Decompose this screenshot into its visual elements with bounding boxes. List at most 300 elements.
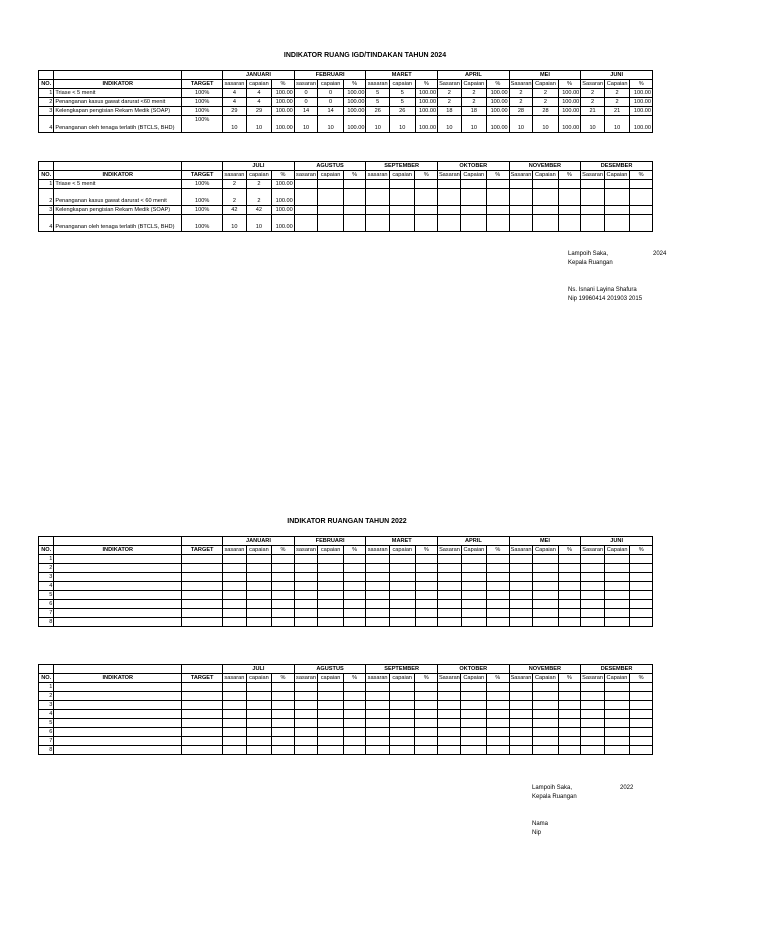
empty-cell xyxy=(630,719,653,728)
value-cell: 100.00 xyxy=(415,107,438,116)
empty-cell xyxy=(246,555,272,564)
empty-cell xyxy=(318,555,344,564)
row-number: 3 xyxy=(39,206,54,215)
empty-cell xyxy=(246,710,272,719)
empty-cell xyxy=(533,719,559,728)
empty-cell xyxy=(533,683,559,692)
empty-cell xyxy=(318,683,344,692)
empty-cell xyxy=(438,555,462,564)
table-row xyxy=(39,609,653,618)
empty-cell xyxy=(318,746,344,755)
empty-cell xyxy=(415,600,438,609)
month-header: OKTOBER xyxy=(437,665,509,674)
signature-block-2024 xyxy=(568,250,688,304)
value-cell: 2 xyxy=(509,89,533,98)
table-row xyxy=(39,107,653,116)
empty-cell xyxy=(389,582,415,591)
empty-cell xyxy=(366,683,390,692)
value-cell xyxy=(437,189,461,206)
value-cell: 100.00 xyxy=(487,89,510,98)
sub-column-header: Capaian xyxy=(461,80,487,89)
empty-cell xyxy=(246,746,272,755)
empty-cell xyxy=(294,746,318,755)
sub-column-header: % xyxy=(272,171,295,180)
value-cell: 10 xyxy=(533,116,559,133)
value-cell: 28 xyxy=(533,107,559,116)
sub-column-header: % xyxy=(272,674,295,683)
target-cell: 100% xyxy=(182,89,223,98)
empty-cell xyxy=(54,609,182,618)
row-number: 1 xyxy=(39,89,54,98)
sub-column-header: capaian xyxy=(318,674,344,683)
value-cell xyxy=(509,206,533,215)
sub-column-header: Sasaran xyxy=(438,675,460,681)
sub-column-header: sasaran xyxy=(367,81,388,87)
empty-cell xyxy=(318,582,344,591)
empty-cell xyxy=(581,555,605,564)
empty-cell xyxy=(558,564,581,573)
empty-cell xyxy=(630,555,653,564)
empty-cell xyxy=(223,555,247,564)
empty-cell xyxy=(246,737,272,746)
sub-column-header: Sasaran xyxy=(510,172,532,178)
indikator-cell: Penanganan kasus gawat darurat <60 menit xyxy=(54,98,182,107)
empty-cell xyxy=(246,564,272,573)
empty-cell xyxy=(630,683,653,692)
sub-column-header: Sasaran xyxy=(510,81,532,87)
empty-cell xyxy=(389,609,415,618)
empty-cell xyxy=(533,591,559,600)
empty-cell xyxy=(415,692,438,701)
empty-cell xyxy=(558,728,581,737)
value-cell: 18 xyxy=(438,107,462,116)
empty-cell xyxy=(366,692,390,701)
empty-cell xyxy=(246,591,272,600)
sub-column-header: % xyxy=(558,171,581,180)
empty-cell xyxy=(461,746,487,755)
value-cell xyxy=(318,206,344,215)
empty-cell xyxy=(343,746,366,755)
empty-cell xyxy=(438,573,462,582)
empty-cell xyxy=(630,737,653,746)
empty-cell xyxy=(461,683,487,692)
empty-cell xyxy=(487,555,510,564)
empty-cell xyxy=(318,728,344,737)
target-cell: 100% xyxy=(182,107,223,116)
empty-cell xyxy=(461,591,487,600)
empty-cell xyxy=(366,618,390,627)
empty-cell xyxy=(581,609,605,618)
empty-cell xyxy=(581,719,605,728)
empty-cell xyxy=(461,600,487,609)
empty-cell xyxy=(630,618,653,627)
empty-cell xyxy=(604,600,630,609)
empty-cell xyxy=(581,728,605,737)
empty-cell xyxy=(558,737,581,746)
value-cell: 4 xyxy=(223,98,247,107)
empty-cell xyxy=(438,618,462,627)
value-cell: 10 xyxy=(438,116,462,133)
empty-cell xyxy=(318,701,344,710)
empty-cell xyxy=(246,582,272,591)
row-number: 2 xyxy=(39,692,54,701)
empty-cell xyxy=(604,618,630,627)
header-blank-cell xyxy=(182,665,223,674)
value-cell xyxy=(558,215,581,232)
row-number: 3 xyxy=(39,107,54,116)
empty-cell xyxy=(437,746,461,755)
sub-column-header: capaian xyxy=(389,80,415,89)
month-header: JANUARI xyxy=(223,537,295,546)
indikator-cell: Penanganan oleh tenaga terlatih (BTCLS, BHD) xyxy=(54,215,182,232)
empty-cell xyxy=(246,609,272,618)
sub-column-header: Capaian xyxy=(604,546,630,555)
empty-cell xyxy=(343,555,366,564)
table-row xyxy=(39,206,653,215)
empty-cell xyxy=(533,737,559,746)
indikator-column-header: INDIKATOR xyxy=(54,171,182,180)
target-column-header: TARGET xyxy=(182,546,223,555)
empty-cell xyxy=(54,683,182,692)
empty-cell xyxy=(438,582,462,591)
empty-cell xyxy=(415,555,438,564)
target-cell: 100% xyxy=(182,215,223,232)
empty-cell xyxy=(487,618,510,627)
empty-cell xyxy=(487,692,510,701)
empty-cell xyxy=(294,582,318,591)
empty-cell xyxy=(509,555,533,564)
sub-column-header: capaian xyxy=(389,546,415,555)
sub-column-header: % xyxy=(487,171,510,180)
sub-column-header: % xyxy=(487,674,510,683)
value-cell: 42 xyxy=(246,206,272,215)
empty-cell xyxy=(272,591,295,600)
signature-place: Lampoih Saka, xyxy=(532,785,573,791)
empty-cell xyxy=(461,692,487,701)
empty-cell xyxy=(415,701,438,710)
empty-cell xyxy=(509,710,533,719)
empty-cell xyxy=(533,746,559,755)
indicator-table-2024-jan-jun xyxy=(38,70,653,133)
empty-cell xyxy=(630,701,653,710)
empty-cell xyxy=(182,701,223,710)
value-cell xyxy=(630,180,653,189)
empty-cell xyxy=(487,582,510,591)
value-cell: 2 xyxy=(533,89,559,98)
value-cell: 5 xyxy=(389,89,415,98)
value-cell xyxy=(509,215,533,232)
row-number: 3 xyxy=(39,701,54,710)
sub-column-header: % xyxy=(415,546,438,555)
value-cell: 2 xyxy=(438,98,462,107)
empty-cell xyxy=(533,710,559,719)
indikator-cell: Penanganan oleh tenaga terlatih (BTCLS, BHD) xyxy=(54,116,182,133)
empty-cell xyxy=(343,564,366,573)
value-cell: 100.00 xyxy=(558,116,581,133)
sub-column-header: % xyxy=(343,171,366,180)
month-header: APRIL xyxy=(438,537,510,546)
table-row xyxy=(39,746,653,755)
value-cell: 5 xyxy=(366,98,390,107)
value-cell xyxy=(509,189,533,206)
month-header: SEPTEMBER xyxy=(366,665,438,674)
row-number: 4 xyxy=(39,582,54,591)
value-cell: 26 xyxy=(389,107,415,116)
value-cell xyxy=(437,180,461,189)
indicator-table-2022-jan-jun xyxy=(38,536,653,627)
empty-cell xyxy=(318,564,344,573)
empty-cell xyxy=(294,683,318,692)
empty-cell xyxy=(343,692,366,701)
sub-column-header: Sasaran xyxy=(582,547,604,553)
report-2022-title: INDIKATOR RUANGAN TAHUN 2022 xyxy=(287,518,407,525)
empty-cell xyxy=(604,582,630,591)
value-cell xyxy=(318,189,344,206)
empty-cell xyxy=(294,618,318,627)
value-cell: 100.00 xyxy=(343,98,366,107)
sub-column-header: sasaran xyxy=(224,81,245,87)
empty-cell xyxy=(558,701,581,710)
empty-cell xyxy=(487,609,510,618)
month-header: JUNI xyxy=(581,71,653,80)
empty-cell xyxy=(604,701,630,710)
value-cell: 2 xyxy=(461,89,487,98)
value-cell xyxy=(294,180,318,189)
empty-cell xyxy=(223,683,247,692)
value-cell xyxy=(389,189,415,206)
table-row xyxy=(39,582,653,591)
empty-cell xyxy=(604,564,630,573)
sub-column-header: Capaian xyxy=(533,80,559,89)
sub-column-header: Capaian xyxy=(604,171,630,180)
empty-cell xyxy=(54,710,182,719)
empty-cell xyxy=(223,618,247,627)
header-blank-cell xyxy=(54,665,182,674)
empty-cell xyxy=(246,618,272,627)
empty-cell xyxy=(509,728,533,737)
value-cell: 10 xyxy=(318,116,344,133)
month-header: JUNI xyxy=(581,537,653,546)
value-cell: 2 xyxy=(246,189,272,206)
empty-cell xyxy=(487,719,510,728)
empty-cell xyxy=(533,573,559,582)
empty-cell xyxy=(389,555,415,564)
empty-cell xyxy=(54,692,182,701)
value-cell xyxy=(294,215,318,232)
empty-cell xyxy=(294,719,318,728)
value-cell xyxy=(630,189,653,206)
empty-cell xyxy=(272,555,295,564)
value-cell: 5 xyxy=(389,98,415,107)
empty-cell xyxy=(366,582,390,591)
value-cell: 10 xyxy=(223,215,247,232)
value-cell: 100.00 xyxy=(558,89,581,98)
value-cell xyxy=(343,189,366,206)
sub-column-header: sasaran xyxy=(224,675,245,681)
empty-cell xyxy=(630,591,653,600)
value-cell xyxy=(343,206,366,215)
value-cell: 100.00 xyxy=(558,107,581,116)
month-header: SEPTEMBER xyxy=(366,162,438,171)
empty-cell xyxy=(558,555,581,564)
empty-cell xyxy=(415,737,438,746)
empty-cell xyxy=(294,600,318,609)
empty-cell xyxy=(294,710,318,719)
value-cell xyxy=(581,206,605,215)
sub-column-header: capaian xyxy=(318,171,344,180)
empty-cell xyxy=(389,710,415,719)
empty-cell xyxy=(604,683,630,692)
empty-cell xyxy=(223,573,247,582)
empty-cell xyxy=(461,737,487,746)
empty-cell xyxy=(182,555,223,564)
sub-column-header: Capaian xyxy=(533,674,559,683)
empty-cell xyxy=(182,719,223,728)
table-row xyxy=(39,600,653,609)
empty-cell xyxy=(182,728,223,737)
empty-cell xyxy=(604,591,630,600)
empty-cell xyxy=(54,701,182,710)
empty-cell xyxy=(581,692,605,701)
empty-cell xyxy=(437,692,461,701)
empty-cell xyxy=(389,701,415,710)
row-number: 8 xyxy=(39,746,54,755)
month-header: DESEMBER xyxy=(581,162,653,171)
header-blank-cell xyxy=(39,162,54,171)
target-cell: 100% xyxy=(182,116,223,133)
sub-column-header: Sasaran xyxy=(439,547,460,553)
empty-cell xyxy=(509,746,533,755)
empty-cell xyxy=(438,609,462,618)
empty-cell xyxy=(182,746,223,755)
signature-place: Lampoih Saka, xyxy=(568,251,609,257)
empty-cell xyxy=(509,573,533,582)
sub-column-header: capaian xyxy=(246,674,272,683)
empty-cell xyxy=(182,683,223,692)
empty-cell xyxy=(461,728,487,737)
sub-column-header: sasaran xyxy=(296,675,316,681)
table-row xyxy=(39,591,653,600)
empty-cell xyxy=(509,600,533,609)
month-header: FEBRUARI xyxy=(294,71,366,80)
row-number: 6 xyxy=(39,728,54,737)
empty-cell xyxy=(487,701,510,710)
sub-column-header: Capaian xyxy=(461,171,487,180)
sub-column-header: % xyxy=(630,546,653,555)
empty-cell xyxy=(223,719,247,728)
signature-year: 2024 xyxy=(653,251,667,257)
sub-column-header: Sasaran xyxy=(510,547,532,553)
table-row xyxy=(39,618,653,627)
month-header: AGUSTUS xyxy=(294,665,366,674)
value-cell xyxy=(533,215,559,232)
sub-column-header: % xyxy=(487,546,510,555)
empty-cell xyxy=(581,701,605,710)
empty-cell xyxy=(366,728,390,737)
value-cell xyxy=(533,180,559,189)
table-row xyxy=(39,98,653,107)
value-cell: 2 xyxy=(438,89,462,98)
table-row xyxy=(39,728,653,737)
empty-cell xyxy=(415,728,438,737)
empty-cell xyxy=(461,719,487,728)
sub-column-header: Capaian xyxy=(461,546,487,555)
sub-column-header: % xyxy=(415,171,438,180)
sub-column-header: capaian xyxy=(246,546,272,555)
table-row xyxy=(39,555,653,564)
signature-name: Ns. Isnani Layina Shafura xyxy=(568,287,637,293)
sub-column-header: % xyxy=(343,80,366,89)
table-row xyxy=(39,564,653,573)
header-blank-cell xyxy=(39,665,54,674)
value-cell: 2 xyxy=(223,180,247,189)
row-number: 4 xyxy=(39,710,54,719)
empty-cell xyxy=(54,728,182,737)
empty-cell xyxy=(581,582,605,591)
value-cell: 10 xyxy=(389,116,415,133)
row-number: 8 xyxy=(39,618,54,627)
empty-cell xyxy=(437,719,461,728)
table-row xyxy=(39,719,653,728)
empty-cell xyxy=(558,746,581,755)
empty-cell xyxy=(604,609,630,618)
row-number: 2 xyxy=(39,98,54,107)
value-cell xyxy=(487,180,510,189)
value-cell: 100.00 xyxy=(558,98,581,107)
value-cell: 10 xyxy=(246,215,272,232)
indikator-cell: Kelengkapan pengisian Rekam Medik (SOAP) xyxy=(54,107,182,116)
sub-column-header: % xyxy=(630,674,653,683)
value-cell xyxy=(415,215,438,232)
empty-cell xyxy=(223,600,247,609)
empty-cell xyxy=(437,683,461,692)
empty-cell xyxy=(294,564,318,573)
value-cell xyxy=(509,180,533,189)
empty-cell xyxy=(223,710,247,719)
empty-cell xyxy=(343,600,366,609)
sub-column-header: % xyxy=(343,546,366,555)
row-number: 1 xyxy=(39,180,54,189)
empty-cell xyxy=(54,719,182,728)
empty-cell xyxy=(509,683,533,692)
value-cell xyxy=(366,189,390,206)
empty-cell xyxy=(509,692,533,701)
value-cell: 100.00 xyxy=(272,189,295,206)
empty-cell xyxy=(366,710,390,719)
month-header: JULI xyxy=(223,162,295,171)
value-cell: 100.00 xyxy=(272,215,295,232)
empty-cell xyxy=(272,719,295,728)
value-cell xyxy=(318,180,344,189)
empty-cell xyxy=(182,710,223,719)
empty-cell xyxy=(533,692,559,701)
sub-column-header: % xyxy=(630,80,653,89)
value-cell: 0 xyxy=(294,98,318,107)
empty-cell xyxy=(509,564,533,573)
empty-cell xyxy=(487,591,510,600)
value-cell xyxy=(461,180,487,189)
empty-cell xyxy=(272,737,295,746)
sub-column-header: Capaian xyxy=(604,80,630,89)
empty-cell xyxy=(533,701,559,710)
empty-cell xyxy=(630,600,653,609)
empty-cell xyxy=(415,582,438,591)
empty-cell xyxy=(415,683,438,692)
signature-block-2022 xyxy=(532,784,652,838)
empty-cell xyxy=(246,692,272,701)
empty-cell xyxy=(182,737,223,746)
empty-cell xyxy=(54,582,182,591)
